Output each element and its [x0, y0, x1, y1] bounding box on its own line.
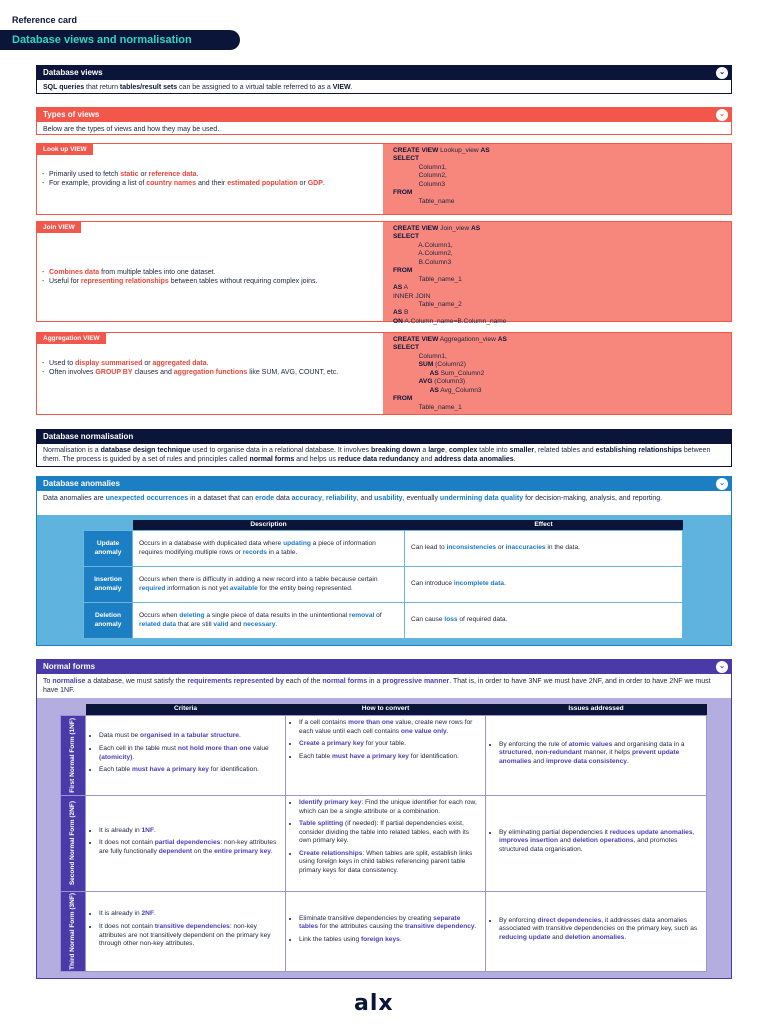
anomalies-table [83, 520, 683, 639]
lookup-view-box [36, 143, 732, 215]
table-row [84, 567, 683, 603]
database-normalisation-header[interactable] [37, 430, 731, 444]
normal-forms-title: Normal forms [43, 662, 96, 671]
code-line: FROM [393, 267, 413, 275]
list-item: - For example, providing a list of country names and their estimated population or GDP. [49, 179, 381, 188]
table-row [61, 796, 707, 892]
code-line: FROM [393, 189, 413, 197]
chevron-down-icon[interactable]: ⌄ [716, 661, 728, 673]
code-line: Column1, [393, 352, 447, 360]
code-line: B.Column3 [393, 258, 452, 266]
join-view-description [41, 268, 381, 286]
nf1-issues-addressed: • By enforcing the rule of atomic values and organising data in a structured, non-redundant manner, it helps prevent update anomalies and improve data consistency. [486, 716, 707, 796]
code-line: Table_name_1 [393, 275, 462, 283]
chevron-down-icon[interactable]: ⌄ [716, 67, 728, 79]
third-normal-form-label: Third Normal Form (3NF) [68, 893, 76, 970]
list-item: - Often involves GROUP BY clauses and aggregation functions like SUM, AVG, COUNT, etc. [49, 368, 381, 377]
code-line: Column2, [393, 172, 447, 180]
database-normalisation-text: Normalisation is a database design technique used to organise data in a relational database. It involves breaking down a large, complex table into smaller, related tables and establishing relationships between them. The process is guided by a set of rules and principles called normal forms and helps us reduce data redundancy and address data anomalies. [43, 447, 711, 464]
database-normalisation-section [36, 429, 732, 467]
database-views-title: Database views [43, 68, 103, 77]
database-views-text: SQL queries that return tables/result sets can be assigned to a virtual table referred to as a VIEW. [43, 84, 353, 91]
code-line: AS Sum_Column2 [429, 369, 485, 377]
insertion-anomaly-description: Occurs when there is difficulty in adding a new record into a table because certain required information is not yet available for the entity being represented. [133, 567, 405, 603]
nf2-issues-addressed: • By eliminating partial dependencies it reduces update anomalies, improves insertion and deletion operations, and promotes structured data organisation. [486, 796, 707, 892]
code-line: Table_name_1 [393, 403, 462, 411]
normal-forms-header[interactable] [37, 660, 731, 674]
join-view-box [36, 221, 732, 325]
deletion-anomaly-effect: Can cause loss of required data. [405, 603, 683, 639]
join-view-code [383, 222, 731, 325]
aggregation-view-code [383, 333, 731, 414]
code-line: SELECT [393, 344, 420, 352]
update-anomaly-description: Occurs in a database with duplicated data where updating a piece of information requires modifying multiple rows or records in a table. [133, 531, 405, 567]
code-line: Column1, [393, 163, 447, 171]
table-row [61, 892, 707, 972]
nf2-criteria: • It is already in 1NF. • It does not contain partial dependencies: non-key attributes are fully functionally dependent on the entire primary key. [86, 796, 286, 892]
column-header-effect: Effect [405, 520, 683, 531]
insertion-anomaly-label: Insertion anomaly [84, 567, 133, 603]
aggregation-view-description [41, 359, 381, 377]
normal-forms-table [60, 704, 707, 972]
aggregation-view-box [36, 332, 732, 415]
update-anomaly-effect: Can lead to inconsistencies or inaccuracies in the data. [405, 531, 683, 567]
page-title: Database views and normalisation [0, 30, 240, 50]
list-item: - Useful for representing relationships between tables without requiring complex joins. [49, 277, 381, 286]
types-of-views-section [36, 107, 732, 135]
nf1-how-to-convert: • If a cell contains more than one value, create new rows for each value until each cell contains one value only. • Create a primary key for your table. • Each table must have a primary key for identification. [286, 716, 486, 796]
update-anomaly-label: Update anomaly [84, 531, 133, 567]
code-line: AS A [393, 284, 409, 292]
lookup-view-code [383, 144, 731, 214]
code-line: A.Column2, [393, 250, 453, 258]
column-header-criteria: Criteria [86, 704, 286, 716]
code-line: AS Avg_Column3 [429, 386, 482, 394]
code-line: SELECT [393, 233, 420, 241]
code-line: Table_name_2 [393, 300, 462, 308]
code-line: SUM (Column2) [418, 361, 466, 369]
types-of-views-intro: Below are the types of views and how they may be used. [43, 126, 220, 133]
deletion-anomaly-label: Deletion anomaly [84, 603, 133, 639]
nf3-criteria: • It is already in 2NF. • It does not contain transitive dependencies: non-key attributes are not transitively dependent on the primary key through other non-key attributes. [86, 892, 286, 972]
database-anomalies-text: Data anomalies are unexpected occurrences in a dataset that can erode data accuracy, reliability, and usability, eventually undermining data quality for decision-making, analysis, and reporting. [37, 491, 731, 515]
aggregation-view-tag: Aggregation VIEW [37, 333, 106, 344]
lookup-view-tag: Look up VIEW [37, 144, 93, 155]
code-line: AVG (Column3) [418, 378, 466, 386]
database-anomalies-header[interactable] [37, 477, 731, 491]
second-normal-form-label: Second Normal Form (2NF) [68, 801, 76, 886]
list-item: - Combines data from multiple tables into one dataset. [49, 268, 381, 277]
column-header-how-to-convert: How to convert [286, 704, 486, 716]
nf1-criteria: • Data must be organised in a tabular structure. • Each cell in the table must not hold more than one value (atomicity). • Each table must have a primary key for identification. [86, 716, 286, 796]
types-of-views-title: Types of views [43, 110, 100, 119]
code-line: A.Column1, [393, 241, 453, 249]
list-item: - Primarily used to fetch static or reference data. [49, 170, 381, 179]
list-item: - Used to display summarised or aggregated data. [49, 359, 381, 368]
types-of-views-header[interactable] [37, 108, 731, 122]
code-line: CREATE VIEW Join_view AS [393, 225, 481, 232]
database-normalisation-title: Database normalisation [43, 432, 134, 441]
code-line: INNER JOIN [393, 292, 431, 300]
database-anomalies-title: Database anomalies [43, 479, 120, 488]
nf3-issues-addressed: • By enforcing direct dependencies, it addresses data anomalies associated with transitive dependencies on the primary key, such as reducing update and deletion anomalies. [486, 892, 707, 972]
database-views-header[interactable] [37, 66, 731, 80]
chevron-down-icon[interactable]: ⌄ [716, 109, 728, 121]
normal-forms-text: To normalise a database, we must satisfy the requirements represented by each of the normal forms in a progressive manner. That is, in order to have 3NF we must have 2NF, and in order to have 2NF we must have 1NF. [37, 674, 731, 698]
first-normal-form-label: First Normal Form (1NF) [68, 718, 76, 793]
code-line: Table_name [393, 197, 455, 205]
code-line: SELECT [393, 155, 420, 163]
insertion-anomaly-effect: Can introduce incomplete data. [405, 567, 683, 603]
column-header-issues-addressed: Issues addressed [486, 704, 707, 716]
nf3-how-to-convert: • Eliminate transitive dependencies by creating separate tables for the attributes causing the transitive dependency. • Link the tables using foreign keys. [286, 892, 486, 972]
table-row [84, 603, 683, 639]
code-line: AS B [393, 309, 409, 317]
table-row [61, 716, 707, 796]
code-line: Column3 [393, 180, 446, 188]
join-view-tag: Join VIEW [37, 222, 81, 233]
code-line: CREATE VIEW Lookup_view AS [393, 147, 490, 154]
deletion-anomaly-description: Occurs when deleting a single piece of data results in the unintentional removal of related data that are still valid and necessary. [133, 603, 405, 639]
code-line: ON A.Column_name=B.Column_name [393, 317, 507, 325]
table-row [84, 531, 683, 567]
code-line: CREATE VIEW Aggregationn_view AS [393, 336, 507, 343]
chevron-down-icon[interactable]: ⌄ [716, 478, 728, 490]
lookup-view-description [41, 170, 381, 188]
reference-card-label: Reference card [12, 15, 78, 25]
nf2-how-to-convert: • Identify primary key: Find the unique identifier for each row, which can be a single attribute or a combination. • Table splitting (if needed): If partial dependencies exist, consider dividing the table into related tables, each with its own primary key. • Create relationships: When tables are split, establish links using foreign keys in child tables referencing parent table primary keys for data consistency. [286, 796, 486, 892]
code-line: FROM [393, 395, 413, 403]
column-header-description: Description [133, 520, 405, 531]
database-views-section [36, 65, 732, 94]
alx-logo: alx [354, 991, 394, 1016]
